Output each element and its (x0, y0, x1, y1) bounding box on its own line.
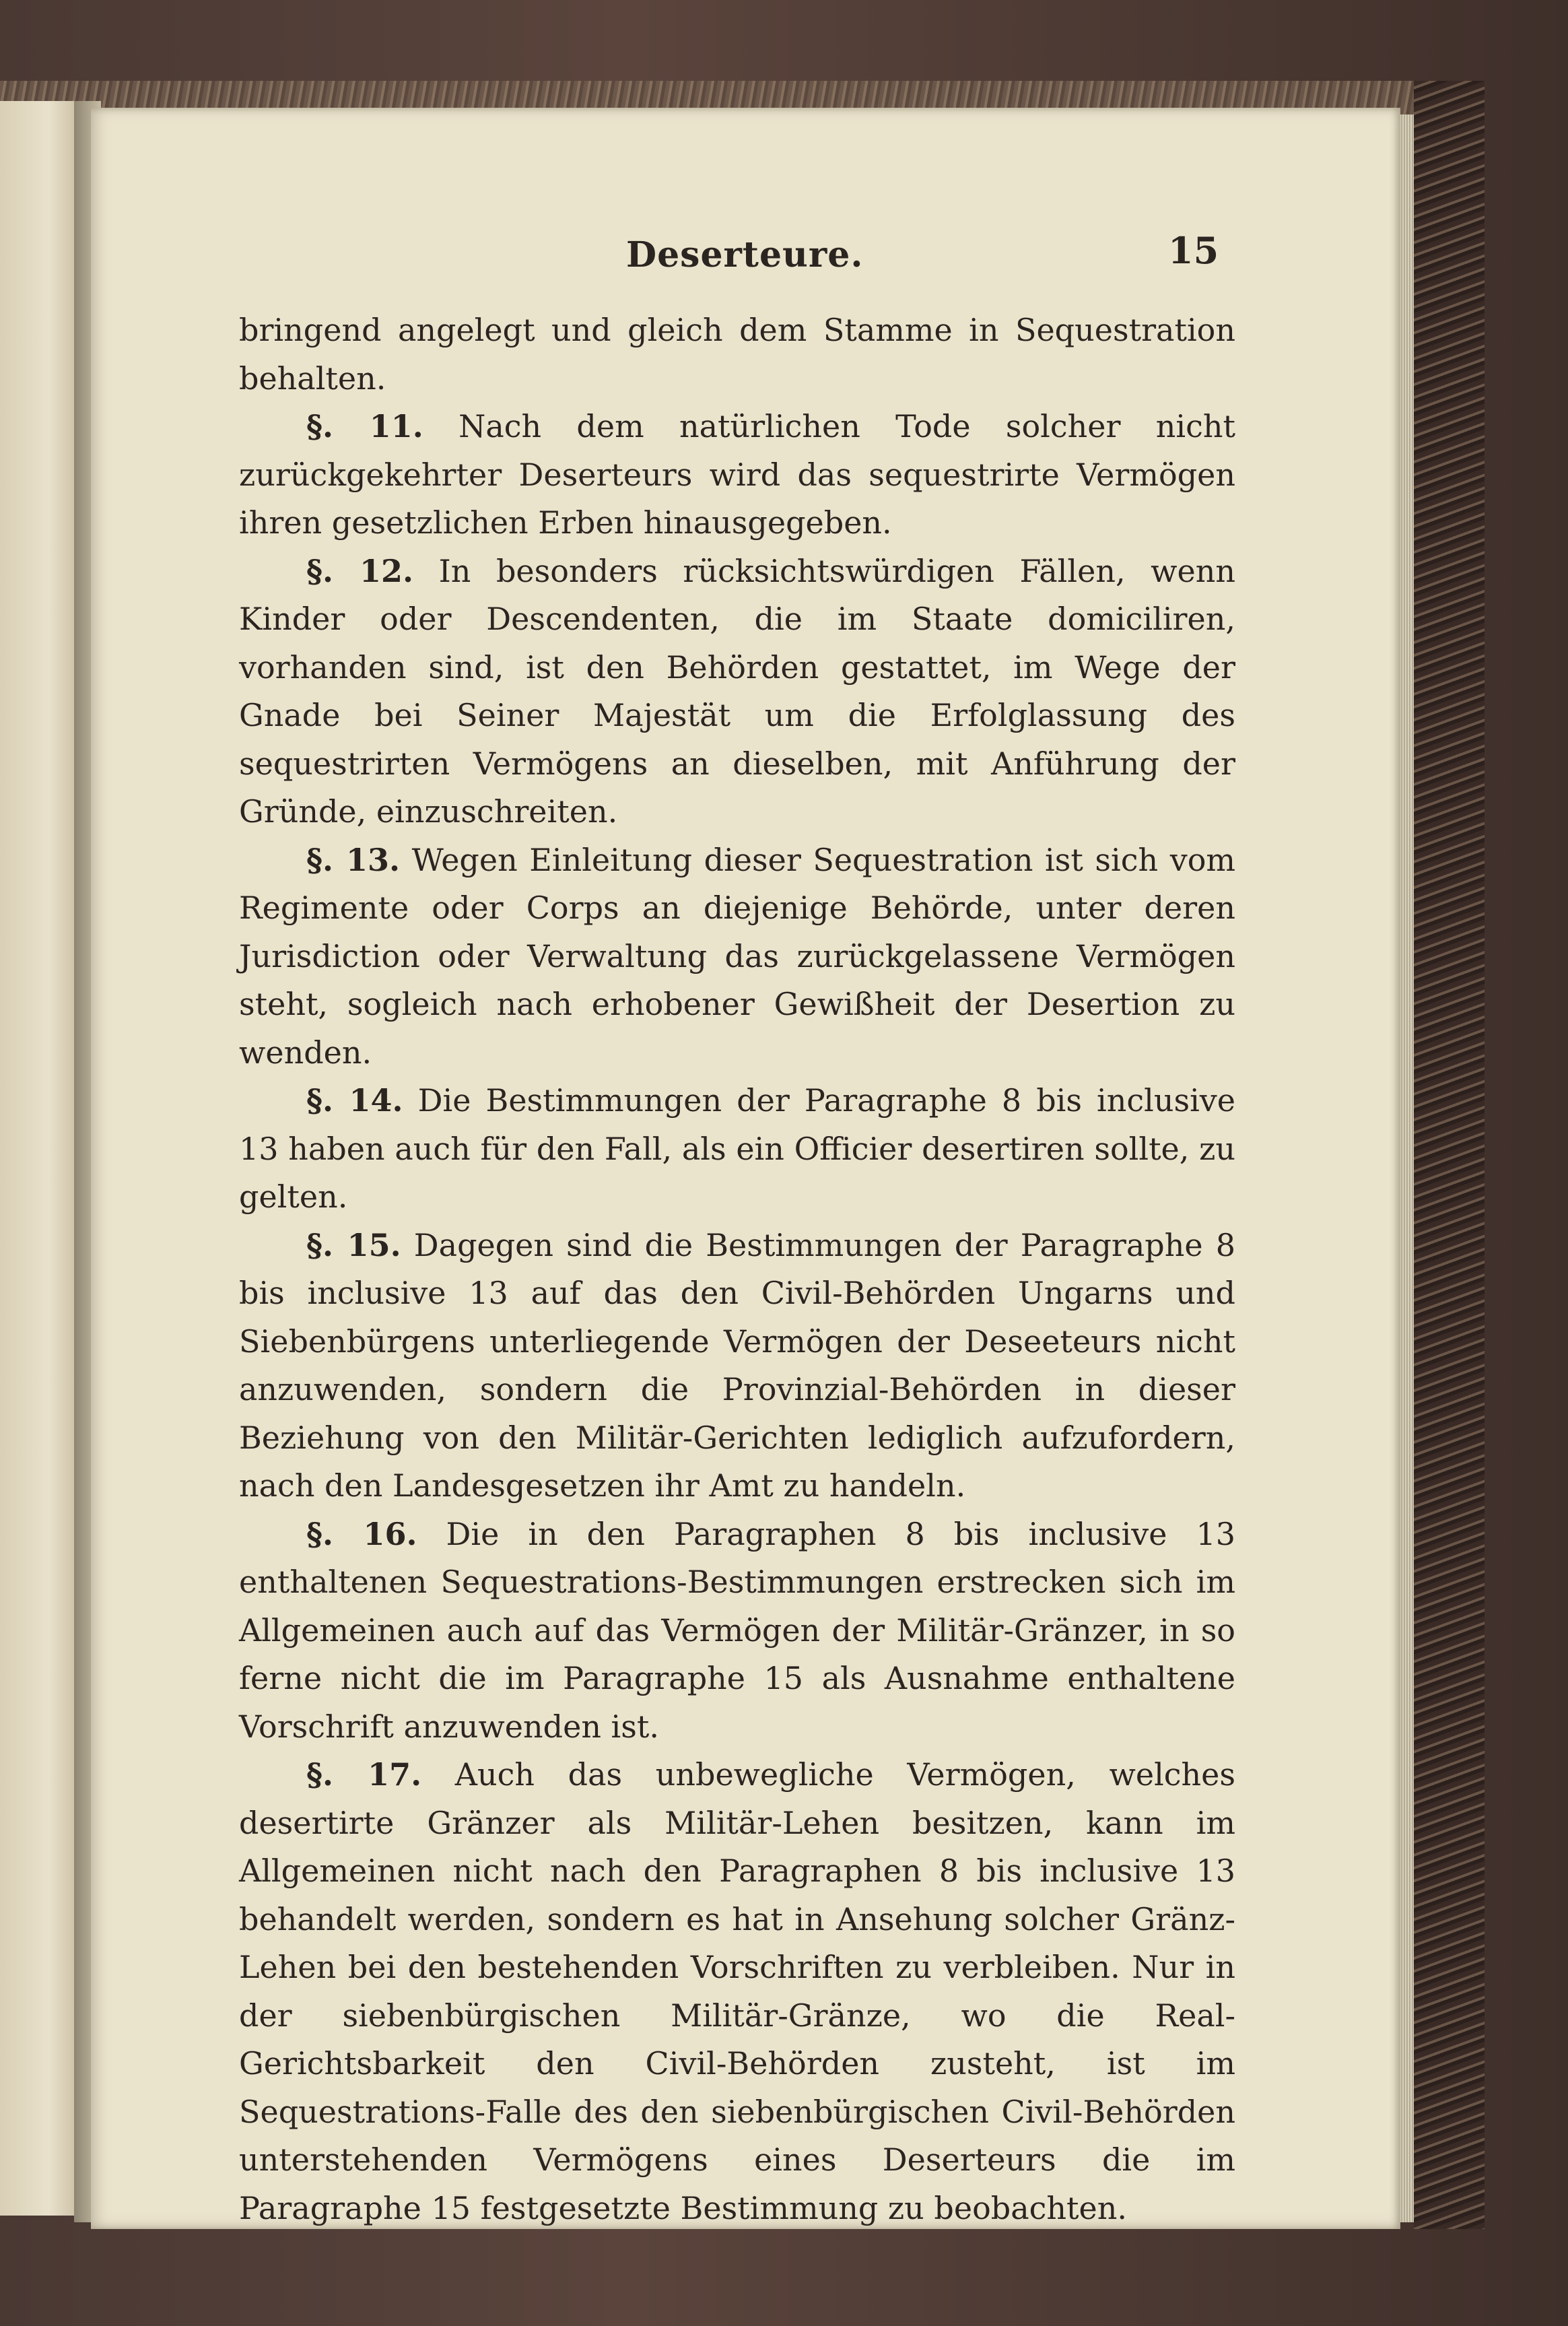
left-page-edge (0, 101, 81, 2216)
book-cover-right (1414, 81, 1485, 2229)
paragraph-text: Dagegen sind die Bestimmungen der Paragraphe 8 bis inclusive 13 auf das den Civil-Behörden Ungarns und Siebenbürgens unterliegende Vermögen der Deseeteurs nicht anzuwenden, sondern die Provinzial-Behörden in dieser Beziehung von den Militär-Gerichten lediglich aufzufordern, nach den Landesgesetzen ihr Amt zu handeln. (239, 1226, 1235, 1504)
paragraph-section-15 (239, 1222, 1235, 1510)
section-number: §. 13. (306, 841, 401, 878)
running-header-title: Deserteure. (626, 234, 864, 275)
paragraph-continuation (239, 306, 1235, 403)
paragraph-text: Die Bestimmungen der Paragraphe 8 bis inclusive 13 haben auch für den Fall, als ein Officier desertiren sollte, zu gelten. (239, 1082, 1235, 1215)
section-number: §. 14. (306, 1082, 403, 1119)
paragraph-text: Auch das unbewegliche Vermögen, welches desertirte Gränzer als Militär-Lehen besitzen, kann im Allgemeinen nicht nach den Paragraphen 8 bis inclusive 13 behandelt werden, sondern es hat in Ansehung solcher Gränz-Lehen bei den bestehenden Vorschriften zu verbleiben. Nur in der siebenbürgischen Militär-Gränze, wo die Real-Gerichtsbarkeit den Civil-Behörden zusteht, ist im Sequestrations-Falle des den siebenbürgischen Civil-Behörden unterstehenden Vermögens eines Deserteurs die im Paragraphe 15 festgesetzte Bestimmung zu beobachten. (239, 1756, 1235, 2226)
section-number: §. 12. (306, 552, 414, 589)
paragraph-section-17 (239, 1751, 1235, 2232)
section-number: §. 17. (306, 1756, 422, 1793)
paragraph-section-16 (239, 1510, 1235, 1752)
paragraph-text: Die in den Paragraphen 8 bis inclusive 13 enthaltenen Sequestrations-Bestimmungen erstrecken sich im Allgemeinen auch auf das Vermögen der Militär-Gränzer, in so ferne nicht die im Paragraphe 15 als Ausnahme enthaltene Vorschrift anzuwenden ist. (239, 1515, 1236, 1745)
paragraph-section-13 (239, 836, 1235, 1077)
paragraph-text: Nach dem natürlichen Tode solcher nicht zurückgekehrter Deserteurs wird das sequestrirte Vermögen ihren gesetzlichen Erben hinausgegeben. (239, 408, 1235, 541)
paragraph-text: bringend angelegt und gleich dem Stamme in Sequestration behalten. (239, 312, 1235, 397)
page-body-text (239, 306, 1235, 2232)
page-number: 15 (1168, 229, 1219, 272)
section-number: §. 15. (306, 1226, 401, 1263)
paragraph-section-14 (239, 1077, 1235, 1222)
paragraph-text: Wegen Einleitung dieser Sequestration ist sich vom Regimente oder Corps an diejenige Behörde, unter deren Jurisdiction oder Verwaltung das zurückgelassene Vermögen steht, sogleich nach erhobener Gewißheit der Desertion zu wenden. (239, 841, 1236, 1071)
section-number: §. 16. (306, 1515, 417, 1552)
section-number: §. 11. (306, 408, 423, 444)
paragraph-text: In besonders rücksichtswürdigen Fällen, wenn Kinder oder Descendenten, die im Staate domiciliren, vorhanden sind, ist den Behörden gestattet, im Wege der Gnade bei Seiner Majestät um die Erfolglassung des sequestrirten Vermögens an dieselben, mit Anführung der Gründe, einzuschreiten. (239, 552, 1235, 830)
paragraph-section-12 (239, 547, 1235, 836)
paragraph-section-11 (239, 403, 1235, 547)
